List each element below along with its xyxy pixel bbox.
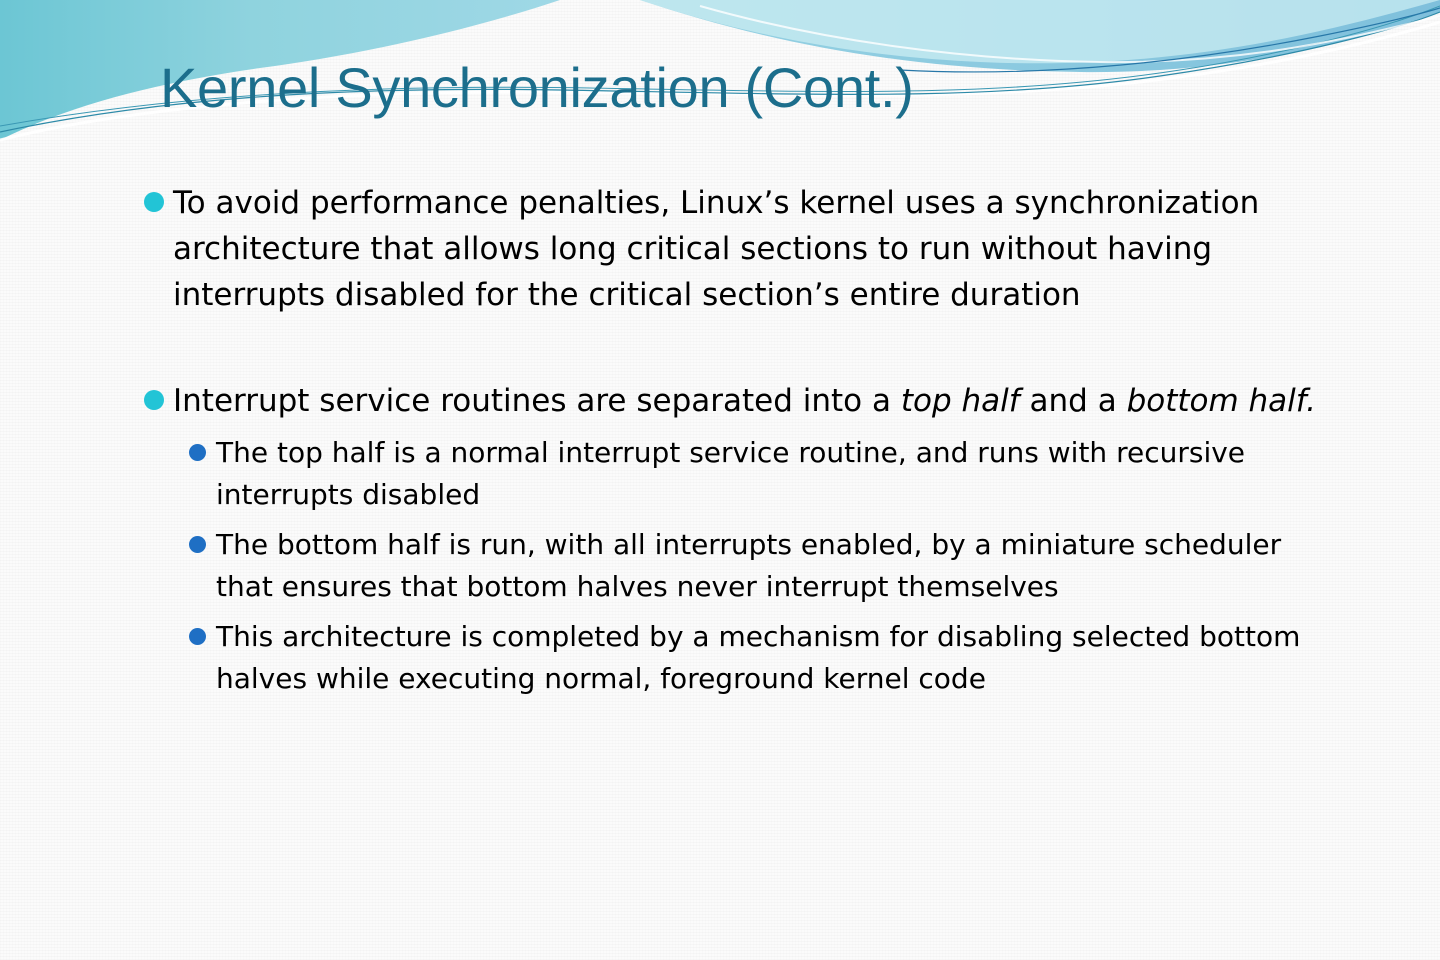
bullet-2: [140, 378, 1330, 424]
bullet-2-italic-bottom-half: bottom half.: [1126, 383, 1317, 419]
slide-title: Kernel Synchronization (Cont.): [160, 56, 914, 119]
bullet-2-text-part: and a: [1019, 383, 1127, 419]
sub-bullet-1: [140, 432, 1330, 516]
sub-bullet-1-text: The top half is a normal interrupt service routine, and runs with recursive interrupts disabled: [216, 436, 1246, 511]
sub-bullet-3-text: This architecture is completed by a mechanism for disabling selected bottom halves while executing normal, foreground kernel code: [216, 620, 1301, 695]
bullet-1: [140, 180, 1330, 318]
sub-bullet-2-text: The bottom half is run, with all interrupts enabled, by a miniature scheduler that ensures that bottom halves never interrupt themselves: [216, 528, 1282, 603]
sub-bullet-dot-icon: [189, 628, 206, 645]
sub-bullet-dot-icon: [189, 536, 206, 553]
sub-bullet-2: [140, 524, 1330, 608]
bullet-2-text-part: Interrupt service routines are separated into a: [173, 383, 901, 419]
sub-bullet-list: [140, 432, 1330, 700]
bullet-dot-icon: [144, 390, 164, 410]
sub-bullet-3: [140, 616, 1330, 700]
sub-bullet-dot-icon: [189, 444, 206, 461]
slide-body: [140, 180, 1330, 708]
bullet-2-italic-top-half: top half: [900, 383, 1020, 419]
bullet-1-text: To avoid performance penalties, Linux’s kernel uses a synchronization architecture that allows long critical sections to run without having interrupts disabled for the critical section’s entire duration: [173, 185, 1260, 313]
bullet-dot-icon: [144, 192, 164, 212]
